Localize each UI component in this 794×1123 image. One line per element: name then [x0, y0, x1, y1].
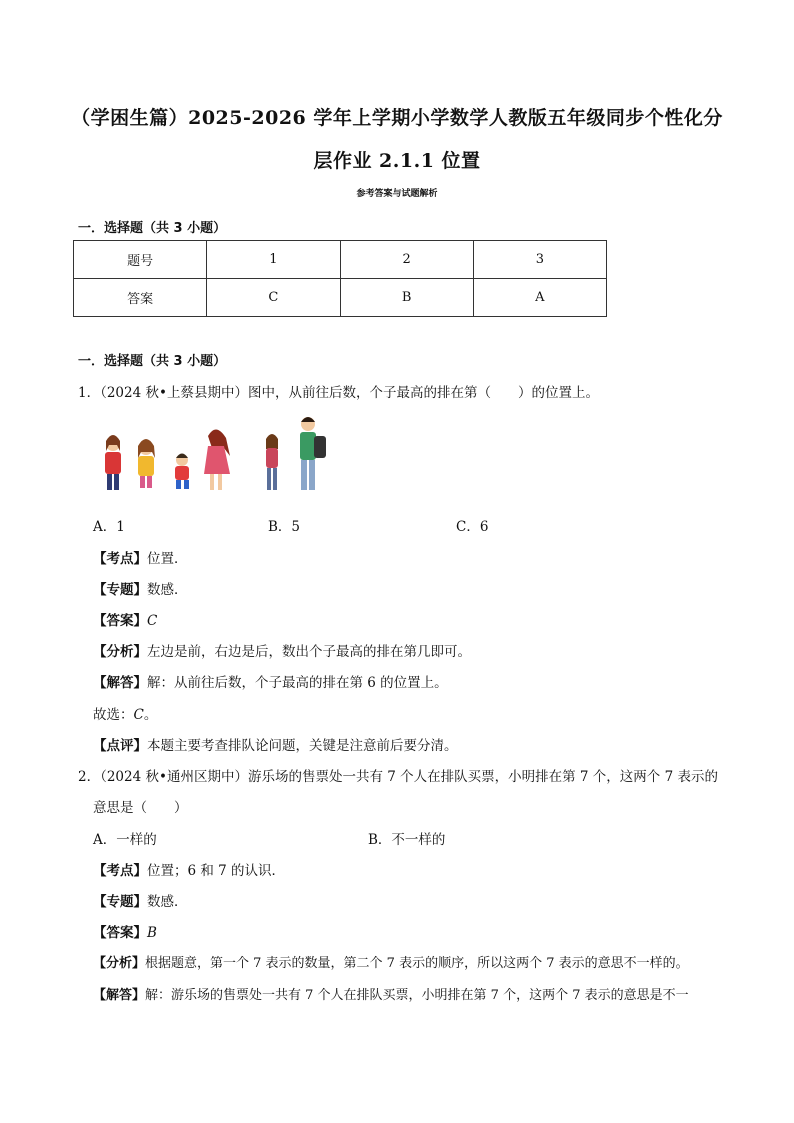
person-3-figure [175, 454, 189, 490]
tag-label: 【专题】 [93, 894, 147, 910]
q2-option-a: A．一样的 [93, 832, 157, 848]
tag-label: 【点评】 [93, 738, 147, 754]
q2-zhuanti-text: 数感． [147, 894, 188, 910]
q1-guxuan-answer: C [133, 707, 144, 723]
person-5-figure [266, 434, 278, 490]
table-cell: B [340, 279, 473, 317]
table-cell: 1 [207, 241, 340, 279]
person-6-tallest-figure [300, 417, 326, 490]
q1-option-a: A．1 [93, 519, 125, 535]
tag-label: 【考点】 [93, 863, 147, 879]
person-4-figure [204, 429, 230, 490]
section-heading-answers: 一．选择题（共 3 小题） [78, 221, 227, 236]
q2-kaodian [93, 859, 285, 879]
tag-label: 【答案】 [93, 613, 147, 629]
tag-label: 【解答】 [93, 988, 146, 1003]
q2-kaodian-text: 位置；6 和 7 的认识． [147, 863, 286, 879]
tag-label: 【考点】 [93, 551, 147, 567]
document-title-line1: （学困生篇）2025-2026 学年上学期小学数学人教版五年级同步个性化分 [71, 107, 723, 129]
q1-jieda [93, 671, 448, 691]
q1-daan [93, 609, 157, 629]
q2-fenxi [93, 952, 689, 971]
q2-jieda-text: 解：游乐场的售票处一共有 7 个人在排队买票，小明排在第 7 个，这两个 7 表示的意思是不一 [145, 988, 689, 1003]
tag-label: 【分析】 [93, 644, 147, 660]
q1-kaodian [93, 547, 188, 567]
q1-daan-text: C [147, 613, 158, 629]
tag-label: 【专题】 [93, 582, 147, 598]
table-cell: 答案 [74, 279, 207, 317]
table-cell: A [473, 279, 606, 317]
q2-zhuanti [93, 890, 188, 910]
document-title-line2: 层作业 2.1.1 位置 [313, 150, 481, 172]
section-heading-questions: 一．选择题（共 3 小题） [78, 354, 227, 369]
tag-label: 【分析】 [93, 956, 146, 971]
q1-zhuanti-text: 数感． [147, 582, 188, 598]
q1-stem: 1．（2024 秋•上蔡县期中）图中，从前往后数，个子最高的排在第（ ）的位置上。 [78, 385, 599, 401]
table-cell: 题号 [74, 241, 207, 279]
table-cell: 2 [340, 241, 473, 279]
q2-fenxi-text: 根据题意，第一个 7 表示的数量，第二个 7 表示的顺序，所以这两个 7 表示的意思不一样的。 [145, 956, 689, 971]
q1-guxuan [93, 703, 157, 723]
tag-label: 【答案】 [93, 925, 147, 941]
tag-label: 【解答】 [93, 675, 147, 691]
q1-fenxi-text: 左边是前，右边是后，数出个子最高的排在第几即可。 [147, 644, 471, 660]
person-1-figure [105, 435, 121, 490]
q2-stem-line2: 意思是（ ） [93, 800, 188, 816]
q1-dianping [93, 734, 458, 754]
q1-guxuan-suffix: 。 [143, 707, 158, 723]
queue-of-children-illustration [96, 414, 336, 498]
q1-jieda-text: 解：从前往后数，个子最高的排在第 6 的位置上。 [147, 675, 448, 691]
table-row [74, 279, 607, 317]
table-cell: 3 [473, 241, 606, 279]
q1-guxuan-prefix: 故选： [93, 707, 134, 723]
person-2-figure [138, 439, 155, 488]
q1-option-c: C．6 [456, 519, 489, 535]
table-cell: C [207, 279, 340, 317]
answer-table [73, 240, 607, 317]
q1-dianping-text: 本题主要考查排队论问题，关键是注意前后要分清。 [147, 738, 458, 754]
document-subtitle: 参考答案与试题解析 [356, 189, 438, 199]
q2-option-b: B．不一样的 [368, 832, 446, 848]
q1-kaodian-text: 位置． [147, 551, 188, 567]
q1-fenxi [93, 640, 471, 660]
q1-option-b: B．5 [268, 519, 301, 535]
table-row [74, 241, 607, 279]
q2-stem-line1: 2．（2024 秋•通州区期中）游乐场的售票处一共有 7 个人在排队买票，小明排在第 7 个，这两个 7 表示的 [78, 769, 718, 785]
q2-daan [93, 921, 157, 941]
q2-jieda [93, 984, 689, 1003]
q2-daan-text: B [147, 925, 157, 941]
q1-zhuanti [93, 578, 188, 598]
